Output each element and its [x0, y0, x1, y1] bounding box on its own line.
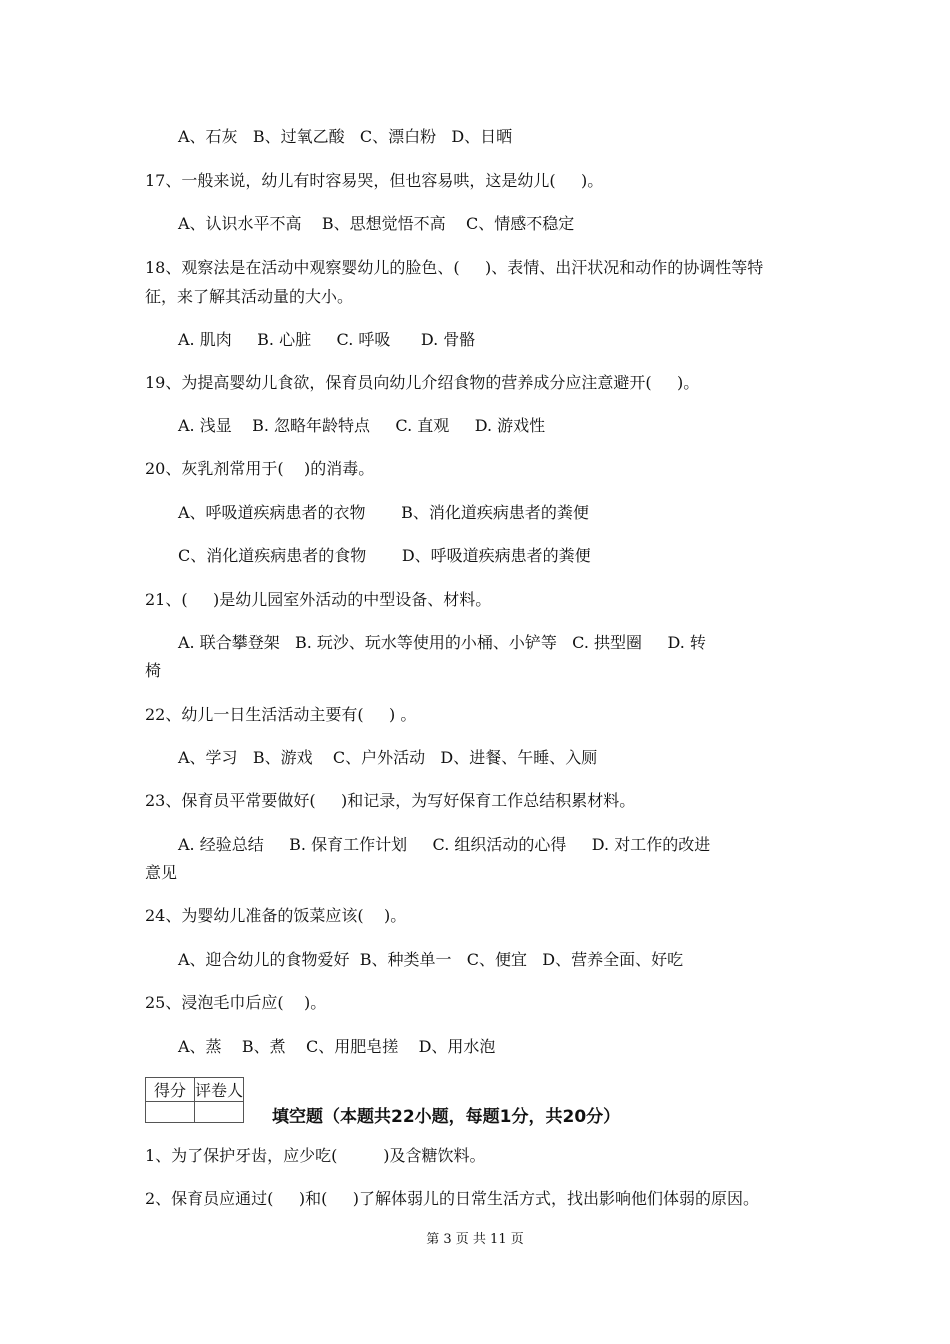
q23-stem: 23、保育员平常要做好( )和记录，为写好保育工作总结积累材料。 [145, 791, 636, 810]
q21-options-line1: A. 联合攀登架 B. 玩沙、玩水等使用的小桶、小铲等 C. 拱型圈 D. 转 [178, 633, 706, 652]
q17-stem: 17、一般来说，幼儿有时容易哭，但也容易哄，这是幼儿( )。 [145, 171, 604, 190]
q22-options: A、学习 B、游戏 C、户外活动 D、进餐、午睡、入厕 [178, 748, 598, 767]
section-title: 填空题（本题共22小题，每题1分，共20分） [272, 1107, 621, 1127]
q18-stem-line2: 征，来了解其活动量的大小。 [145, 287, 354, 306]
score-table [145, 1077, 244, 1123]
grader-cell[interactable] [195, 1102, 244, 1123]
q16-options: A、石灰 B、过氧乙酸 C、漂白粉 D、日晒 [178, 127, 513, 146]
q17-options: A、认识水平不高 B、思想觉悟不高 C、情感不稳定 [178, 214, 575, 233]
q20-options-row2: C、消化道疾病患者的食物 D、呼吸道疾病患者的粪便 [178, 546, 591, 565]
q18-options: A. 肌肉 B. 心脏 C. 呼吸 D. 骨骼 [178, 330, 476, 349]
q19-options: A. 浅显 B. 忽略年龄特点 C. 直观 D. 游戏性 [178, 416, 546, 435]
q25-stem: 25、浸泡毛巾后应( )。 [145, 993, 327, 1012]
q20-options-row1: A、呼吸道疾病患者的衣物 B、消化道疾病患者的粪便 [178, 503, 589, 522]
q24-options: A、迎合幼儿的食物爱好 B、种类单一 C、便宜 D、营养全面、好吃 [178, 950, 684, 969]
page-footer: 第 3 页 共 11 页 [426, 1232, 524, 1247]
q23-options-line2: 意见 [145, 863, 178, 882]
q18-stem-line1: 18、观察法是在活动中观察婴幼儿的脸色、( )、表情、出汗状况和动作的协调性等特 [145, 258, 764, 277]
q19-stem: 19、为提高婴幼儿食欲，保育员向幼儿介绍食物的营养成分应注意避开( )。 [145, 373, 700, 392]
q25-options: A、蒸 B、煮 C、用肥皂搓 D、用水泡 [178, 1037, 496, 1056]
q21-stem: 21、( )是幼儿园室外活动的中型设备、材料。 [145, 590, 492, 609]
q21-options-line2: 椅 [145, 661, 162, 680]
fill-q2: 2、保育员应通过( )和( )了解体弱儿的日常生活方式，找出影响他们体弱的原因。 [145, 1189, 760, 1208]
fill-q1: 1、为了保护牙齿，应少吃( )及含糖饮料。 [145, 1146, 486, 1165]
grader-header: 评卷人 [195, 1078, 244, 1102]
q24-stem: 24、为婴幼儿准备的饭菜应该( )。 [145, 906, 407, 925]
score-header: 得分 [146, 1078, 195, 1102]
q23-options-line1: A. 经验总结 B. 保育工作计划 C. 组织活动的心得 D. 对工作的改进 [178, 835, 711, 854]
q22-stem: 22、幼儿一日生活活动主要有( ) 。 [145, 705, 417, 724]
score-cell[interactable] [146, 1102, 195, 1123]
q20-stem: 20、灰乳剂常用于( )的消毒。 [145, 459, 375, 478]
